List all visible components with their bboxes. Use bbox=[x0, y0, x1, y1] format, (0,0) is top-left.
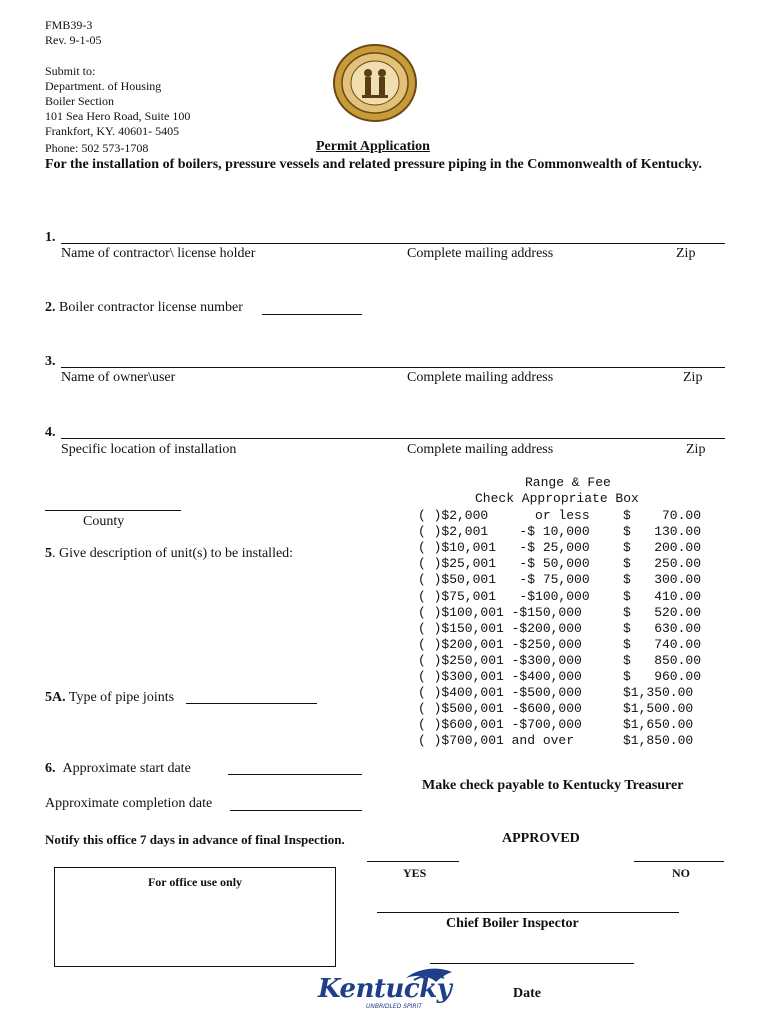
form-code: FMB39-3 bbox=[45, 18, 93, 32]
fee-range: ( )$700,001 and over bbox=[418, 733, 575, 749]
fee-row[interactable] bbox=[418, 701, 703, 717]
page-subtitle: For the installation of boilers, pressure vessels and related pressure piping in the Commonwealth of Kentucky. bbox=[45, 157, 702, 172]
zip-label: Zip bbox=[676, 246, 696, 261]
mailing-address-label: Complete mailing address bbox=[407, 442, 554, 457]
fee-amount: $ 200.00 bbox=[623, 540, 702, 556]
logo-wordmark: Kentucky bbox=[318, 974, 452, 1004]
fee-amount: $1,350.00 bbox=[623, 685, 694, 701]
fee-row[interactable] bbox=[418, 733, 703, 749]
mailing-address-label: Complete mailing address bbox=[407, 370, 554, 385]
address-line: Department. of Housing bbox=[45, 79, 162, 93]
contractor-name-label: Name of contractor\ license holder bbox=[61, 246, 256, 261]
pipe-joints-label: 5A. Type of pipe joints bbox=[45, 690, 175, 705]
fee-amount: $ 630.00 bbox=[623, 620, 702, 636]
fee-range: ( )$2,001 -$ 10,000 bbox=[418, 524, 590, 540]
zip-label: Zip bbox=[686, 442, 706, 457]
license-number-label: 2. Boiler contractor license number bbox=[45, 300, 243, 315]
fee-amount: $ 520.00 bbox=[623, 604, 702, 620]
yes-checkbox-line[interactable] bbox=[367, 861, 459, 862]
question-number: 4. bbox=[45, 425, 56, 440]
fee-range: ( )$25,001 -$ 50,000 bbox=[418, 556, 590, 572]
completion-date-input-line[interactable] bbox=[230, 810, 362, 811]
fee-table-title: Range & Fee bbox=[525, 475, 611, 490]
office-use-label: For office use only bbox=[147, 875, 243, 889]
owner-input-line[interactable] bbox=[61, 367, 725, 368]
fee-row[interactable] bbox=[418, 653, 703, 669]
office-use-box[interactable] bbox=[54, 867, 336, 967]
address-line: Frankfort, KY. 40601- 5405 bbox=[45, 124, 180, 138]
kentucky-logo bbox=[318, 964, 468, 1012]
state-seal-icon bbox=[332, 43, 418, 123]
question-number: 3. bbox=[45, 354, 56, 369]
fee-amount: $ 740.00 bbox=[623, 636, 702, 652]
fee-amount: $ 960.00 bbox=[623, 669, 702, 684]
location-input-line[interactable] bbox=[61, 438, 725, 439]
submit-label: Submit to: bbox=[45, 64, 96, 78]
license-number-input-line[interactable] bbox=[262, 314, 362, 315]
form-revision: Rev. 9-1-05 bbox=[45, 33, 102, 47]
fee-row[interactable] bbox=[418, 540, 703, 556]
county-input-line[interactable] bbox=[45, 510, 181, 511]
address-line: 101 Sea Hero Road, Suite 100 bbox=[45, 109, 191, 123]
fee-row[interactable] bbox=[418, 669, 703, 685]
fee-row[interactable] bbox=[418, 621, 703, 637]
fee-range: ( )$250,001 -$300,000 bbox=[418, 652, 582, 668]
fee-range: ( )$2,000 or less bbox=[418, 508, 590, 523]
fee-amount: $ 250.00 bbox=[623, 556, 702, 572]
fee-row[interactable] bbox=[418, 589, 703, 605]
mailing-address-label: Complete mailing address bbox=[407, 246, 554, 261]
fee-amount: $1,500.00 bbox=[623, 701, 694, 717]
location-label: Specific location of installation bbox=[61, 442, 237, 457]
payable-note: Make check payable to Kentucky Treasurer bbox=[422, 778, 684, 793]
start-date-label: 6. Approximate start date bbox=[45, 761, 191, 776]
fee-range: ( )$200,001 -$250,000 bbox=[418, 636, 582, 652]
fee-row[interactable] bbox=[418, 637, 703, 653]
no-checkbox-line[interactable] bbox=[634, 861, 724, 862]
contractor-input-line[interactable] bbox=[61, 243, 725, 244]
phone: Phone: 502 573-1708 bbox=[45, 141, 149, 155]
approved-heading: APPROVED bbox=[502, 831, 580, 846]
fee-row[interactable] bbox=[418, 572, 703, 588]
completion-date-label: Approximate completion date bbox=[45, 796, 213, 811]
fee-row[interactable] bbox=[418, 556, 703, 572]
fee-amount: $ 130.00 bbox=[623, 524, 702, 540]
fee-row[interactable] bbox=[418, 717, 703, 733]
fee-range: ( )$600,001 -$700,000 bbox=[418, 717, 582, 733]
question-number: 1. bbox=[45, 230, 56, 245]
fee-row[interactable] bbox=[418, 508, 703, 524]
fee-amount: $ 410.00 bbox=[623, 588, 702, 604]
chief-inspector-label: Chief Boiler Inspector bbox=[446, 916, 579, 931]
fee-row[interactable] bbox=[418, 605, 703, 621]
fee-amount: $ 300.00 bbox=[623, 572, 702, 588]
fee-row[interactable] bbox=[418, 524, 703, 540]
fee-amount: $ 850.00 bbox=[623, 652, 702, 668]
fee-range: ( )$100,001 -$150,000 bbox=[418, 604, 582, 620]
fee-amount: $1,850.00 bbox=[623, 733, 694, 749]
logo-tagline: UNBRIDLED SPIRIT bbox=[366, 1003, 423, 1010]
address-line: Boiler Section bbox=[45, 94, 114, 108]
owner-name-label: Name of owner\user bbox=[61, 370, 176, 385]
fee-range: ( )$500,001 -$600,000 bbox=[418, 701, 582, 717]
fee-range: ( )$50,001 -$ 75,000 bbox=[418, 572, 590, 588]
yes-label: YES bbox=[403, 866, 427, 880]
zip-label: Zip bbox=[683, 370, 703, 385]
fee-range: ( )$75,001 -$100,000 bbox=[418, 588, 590, 604]
date-label: Date bbox=[513, 986, 541, 1001]
signature-line[interactable] bbox=[377, 912, 679, 913]
notify-note: Notify this office 7 days in advance of final Inspection. bbox=[45, 832, 345, 847]
start-date-input-line[interactable] bbox=[228, 774, 362, 775]
fee-range: ( )$300,001 -$400,000 bbox=[418, 669, 582, 684]
fee-range: ( )$10,001 -$ 25,000 bbox=[418, 540, 590, 556]
fee-amount: $1,650.00 bbox=[623, 717, 694, 733]
no-label: NO bbox=[672, 866, 690, 880]
fee-range: ( )$150,001 -$200,000 bbox=[418, 620, 582, 636]
county-label: County bbox=[83, 514, 125, 529]
fee-range: ( )$400,001 -$500,000 bbox=[418, 685, 582, 701]
fee-amount: $ 70.00 bbox=[623, 508, 702, 523]
page-title: Permit Application bbox=[316, 139, 430, 154]
unit-description-label: 5. Give description of unit(s) to be installed: bbox=[45, 546, 294, 561]
pipe-joints-input-line[interactable] bbox=[186, 703, 317, 704]
fee-row[interactable] bbox=[418, 685, 703, 701]
fee-table-subtitle: Check Appropriate Box bbox=[475, 491, 639, 506]
